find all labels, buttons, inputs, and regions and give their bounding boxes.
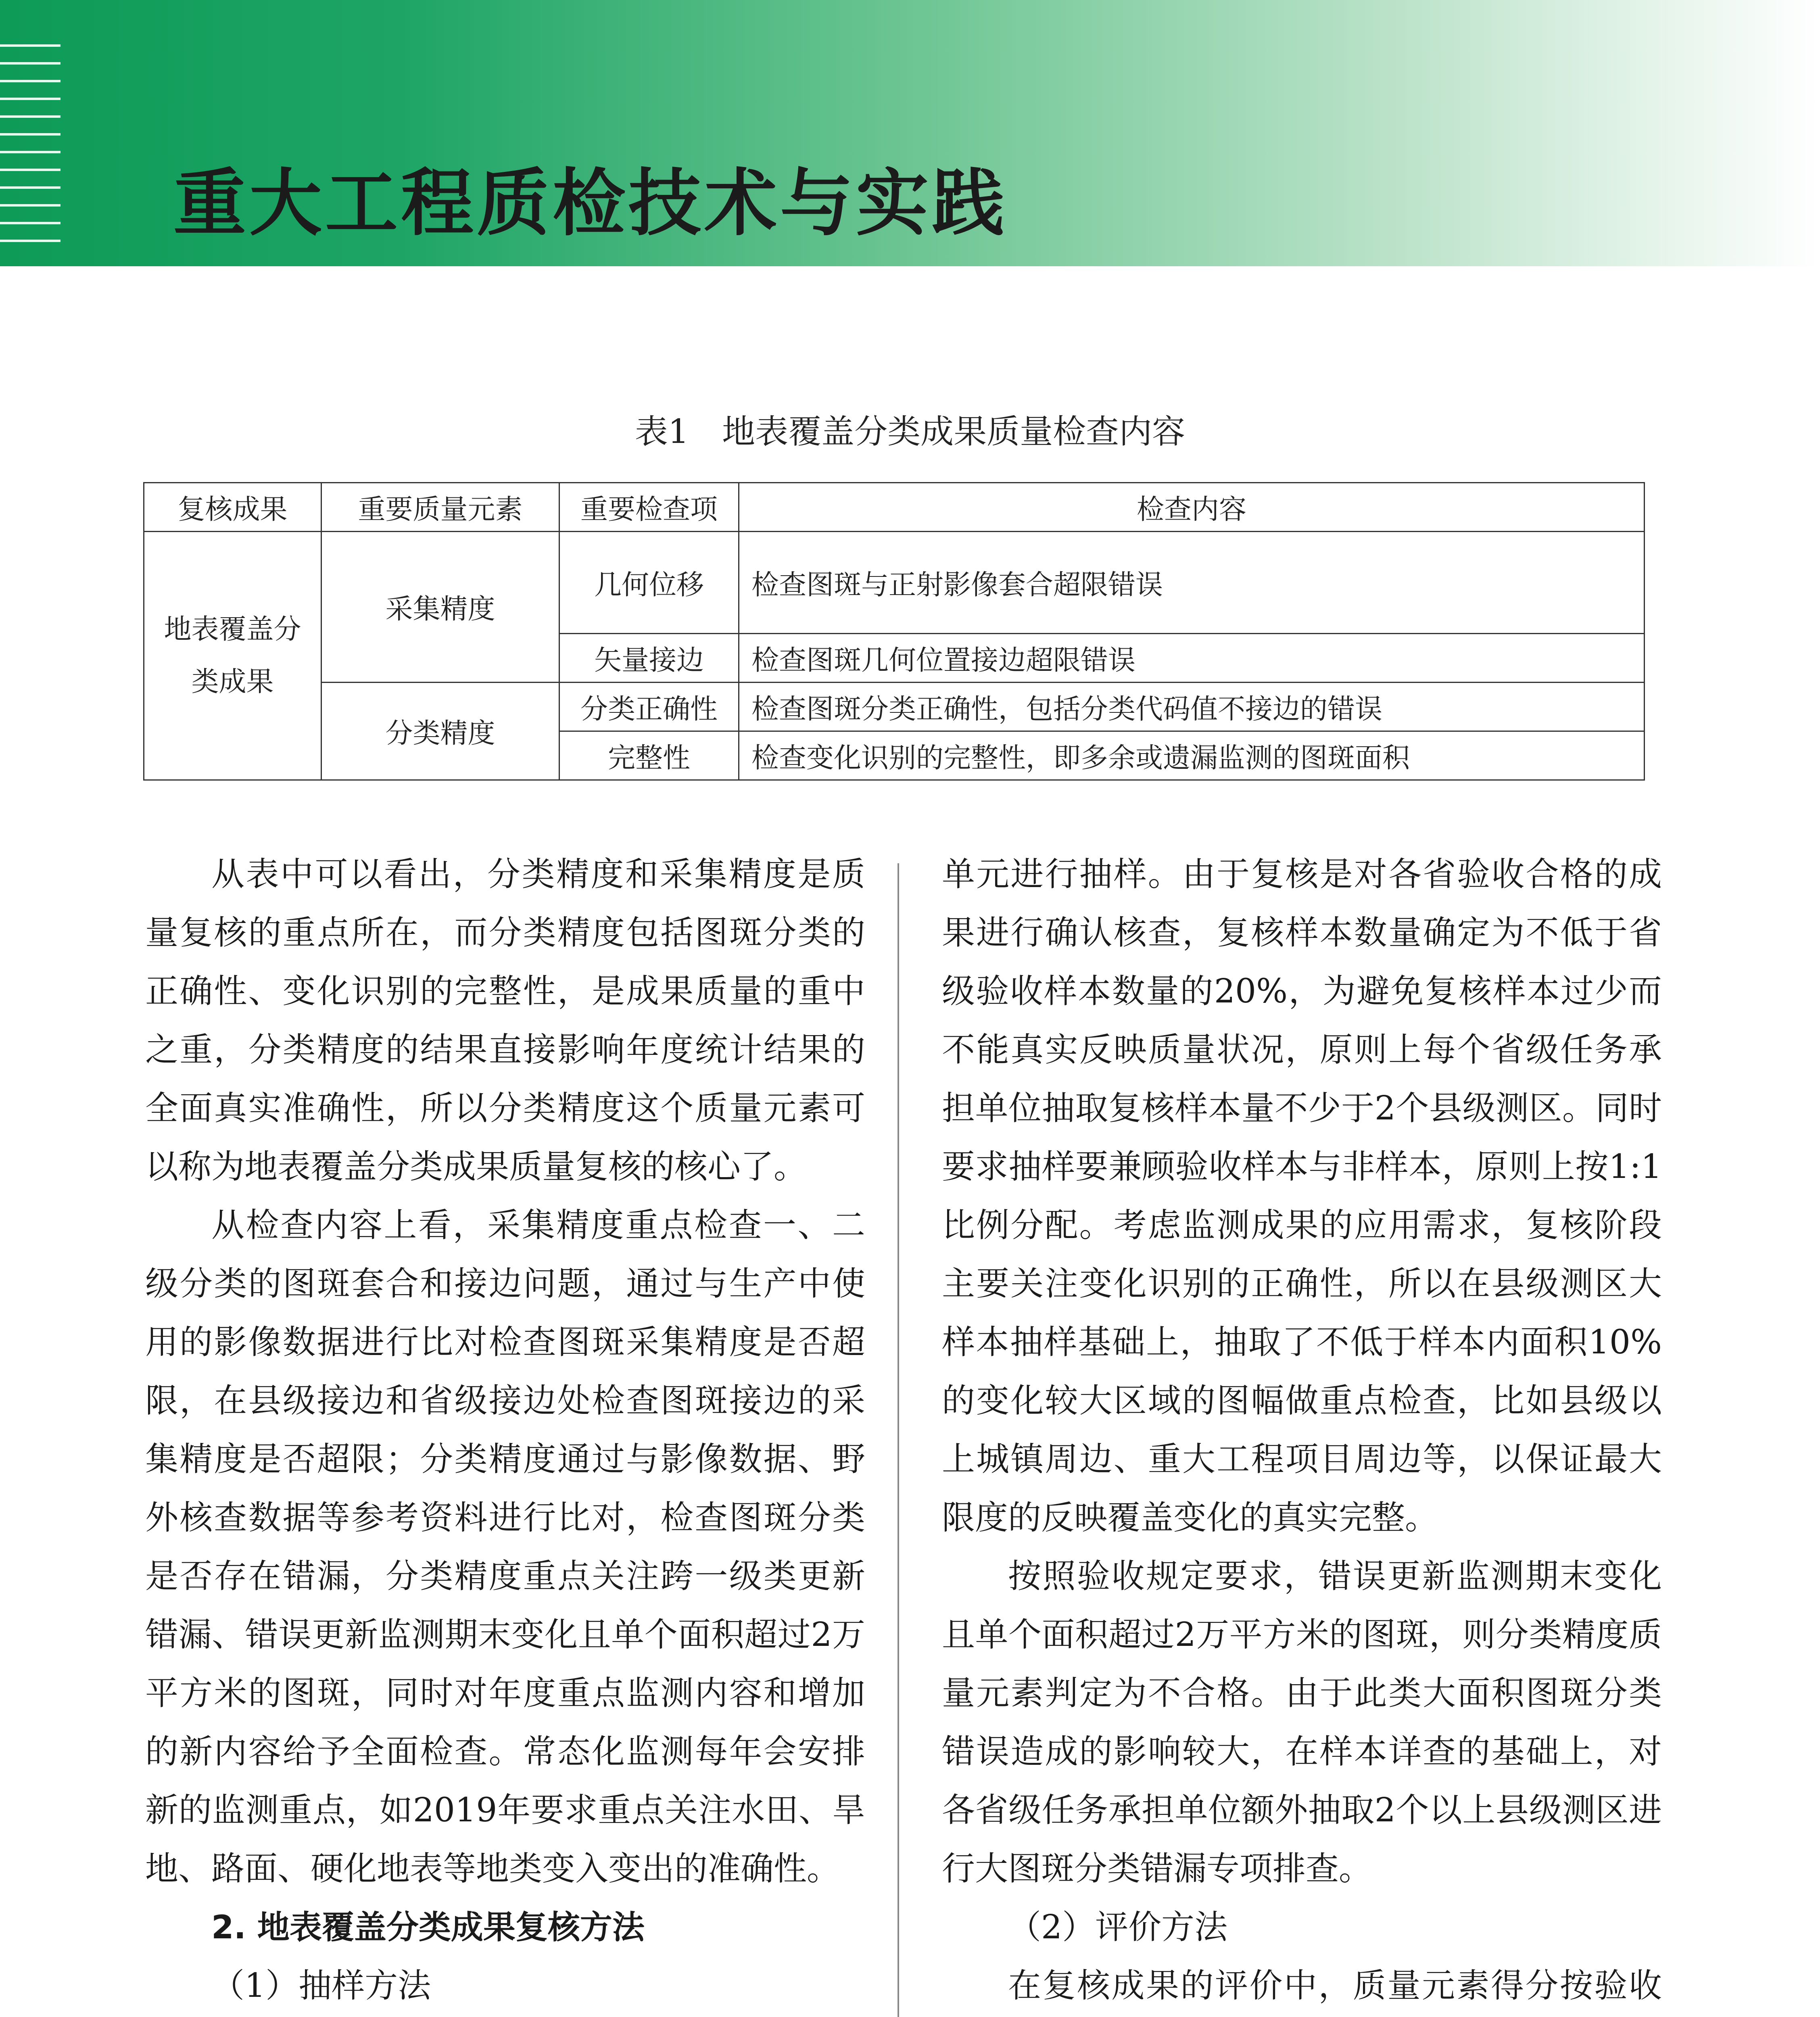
table-row xyxy=(144,683,1645,731)
paragraph: 单元进行抽样。由于复核是对各省验收合格的成果进行确认核查，复核样本数量确定为不低于省级验收样本数量的20%，为避免复核样本过少而不能真实反映质量状况，原则上每个省级任务承担单位抽取复核样本量不少于2个县级测区。同时要求抽样要兼顾验收样本与非样本，原则上按1:1比例分配。考虑监测成果的应用需求，复核阶段主要关注变化识别的正确性，所以在县级测区大样本抽样基础上，抽取了不低于样本内面积10%的变化较大区域的图幅做重点检查，比如县级以上城镇周边、重大工程项目周边等，以保证最大限度的反映覆盖变化的真实完整。 xyxy=(942,855,1662,1537)
column-header: 重要质量元素 xyxy=(321,483,559,532)
column-header: 复核成果 xyxy=(144,483,321,532)
left-column xyxy=(145,845,865,2017)
quality-element-cell: 采集精度 xyxy=(321,532,559,683)
result-label-line2: 类成果 xyxy=(191,666,274,698)
check-item-cell: 几何位移 xyxy=(559,532,739,634)
check-item-cell: 矢量接边 xyxy=(559,634,739,683)
check-item-cell: 完整性 xyxy=(559,731,739,780)
header-decoration-lines xyxy=(0,44,61,254)
paragraph xyxy=(145,2015,865,2017)
check-item-cell: 分类正确性 xyxy=(559,683,739,731)
section-heading: 2. 地表覆盖分类成果复核方法 xyxy=(211,1908,645,1946)
paragraph: 按照验收规定要求，错误更新监测期末变化且单个面积超过2万平方米的图斑，则分类精度质量元素判定为不合格。由于此类大面积图斑分类错误造成的影响较大，在样本详查的基础上，对各省级任务承担单位额外抽取2个以上县级测区进行大图斑分类错漏专项排查。 xyxy=(942,1557,1662,1888)
quality-check-table xyxy=(143,482,1645,781)
column-header: 检查内容 xyxy=(739,483,1645,532)
paragraph: 从检查内容上看，采集精度重点检查一、二级分类的图斑套合和接边问题，通过与生产中使用的影像数据进行比对检查图斑采集精度是否超限，在县级接边和省级接边处检查图斑接边的采集精度是否超限；分类精度通过与影像数据、野外核查数据等参考资料进行比对，检查图斑分类是否存在错漏，分类精度重点关注跨一级类更新错漏、错误更新监测期末变化且单个面积超过2万平方米的图斑，同时对年度重点监测内容和增加的新内容给予全面检查。常态化监测每年会安排新的监测重点，如2019年要求重点关注水田、旱地、路面、硬化地表等地类变入变出的准确性。 xyxy=(145,1206,865,1888)
right-column xyxy=(942,845,1662,2017)
quality-element-cell: 分类精度 xyxy=(321,683,559,780)
table-row xyxy=(144,532,1645,634)
check-content-cell: 检查图斑分类正确性，包括分类代码值不接边的错误 xyxy=(739,683,1645,731)
column-header: 重要检查项 xyxy=(559,483,739,532)
subsection-heading: （1）抽样方法 xyxy=(211,1967,431,2005)
book-title: 重大工程质检技术与实践 xyxy=(173,161,1008,246)
table-header-row xyxy=(144,483,1645,532)
table-caption: 表1 地表覆盖分类成果质量检查内容 xyxy=(634,413,1186,451)
result-cell xyxy=(144,532,321,780)
header-band xyxy=(0,0,1820,266)
result-label-line1: 地表覆盖分 xyxy=(164,613,301,645)
column-divider xyxy=(897,863,899,2017)
check-content-cell: 检查图斑几何位置接边超限错误 xyxy=(739,634,1645,683)
paragraph: 在复核成果的评价中，质量元素得分按验收 xyxy=(1008,1967,1662,2005)
subsection-heading: （2）评价方法 xyxy=(1008,1908,1228,1946)
paragraph: 从表中可以看出，分类精度和采集精度是质量复核的重点所在，而分类精度包括图斑分类的正确性、变化识别的完整性，是成果质量的重中之重，分类精度的结果直接影响年度统计结果的全面真实准确性，所以分类精度这个质量元素可以称为地表覆盖分类成果质量复核的核心了。 xyxy=(145,855,865,1186)
check-content-cell: 检查变化识别的完整性，即多余或遗漏监测的图斑面积 xyxy=(739,731,1645,780)
check-content-cell: 检查图斑与正射影像套合超限错误 xyxy=(739,532,1645,634)
